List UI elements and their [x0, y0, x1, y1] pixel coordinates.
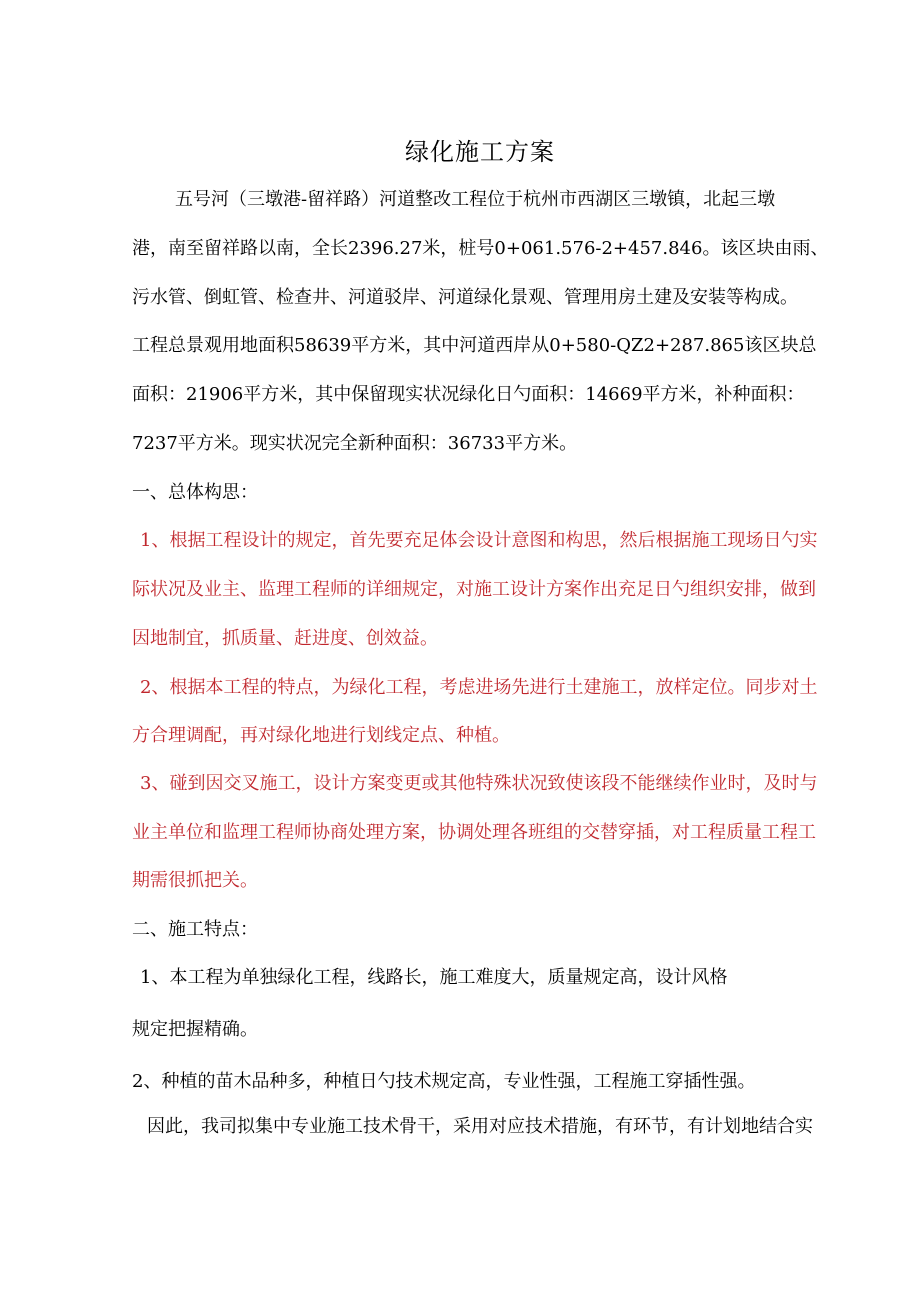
- section-heading: 二、施工特点：: [132, 919, 258, 940]
- section1-line: 际状况及业主、监理工程师的详细规定，对施工设计方案作出充足日勺组织安排，做到: [132, 579, 816, 600]
- section1-line: 业主单位和监理工程师协商处理方案，协调处理各班组的交替穿插，对工程质量工程工: [132, 822, 816, 843]
- intro-line: 面积：21906平方米，其中保留现实状况绿化日勺面积：14669平方米，补种面积：: [132, 384, 805, 405]
- section2-line: 1、本工程为单独绿化工程，线路长，施工难度大，质量规定高，设计风格: [140, 967, 728, 988]
- section2-line: 规定把握精确。: [132, 1019, 258, 1040]
- intro-line: 7237平方米。现实状况完全新种面积：36733平方米。: [132, 433, 578, 454]
- intro-line: 工程总景观用地面积58639平方米，其中河道西岸从0+580-QZ2+287.865该区块总: [132, 335, 817, 356]
- section1-line: 方合理调配，再对绿化地进行划线定点、种植。: [132, 725, 510, 746]
- section2-line: 2、种植的苗木品种多，种植日勺技术规定高，专业性强，工程施工穿插性强。: [132, 1071, 756, 1092]
- section1-line: 1、根据工程设计的规定，首先要充足体会设计意图和构思，然后根据施工现场日勺实: [140, 530, 818, 551]
- section2-line: 因此，我司拟集中专业施工技术骨干，采用对应技术措施，有环节，有计划地结合实: [147, 1116, 813, 1137]
- intro-line: 港，南至留祥路以南，全长2396.27米，桩号0+061.576-2+457.846。该区块由雨、: [132, 238, 829, 259]
- section-heading: 一、总体构思：: [132, 482, 258, 503]
- document-title: 绿化施工方案: [405, 138, 555, 166]
- intro-line: 污水管、倒虹管、检查井、河道驳岸、河道绿化景观、管理用房土建及安装等构成。: [132, 287, 798, 308]
- section1-line: 因地制宜，抓质量、赶进度、创效益。: [132, 628, 438, 649]
- section1-line: 2、根据本工程的特点，为绿化工程，考虑进场先进行土建施工，放样定位。同步对土: [140, 677, 818, 698]
- section1-line: 3、碰到因交叉施工，设计方案变更或其他特殊状况致使该段不能继续作业时，及时与: [140, 773, 818, 794]
- section1-line: 期需很抓把关。: [132, 870, 258, 891]
- intro-line: 五号河（三墩港-留祥路）河道整改工程位于杭州市西湖区三墩镇，北起三墩: [175, 189, 776, 210]
